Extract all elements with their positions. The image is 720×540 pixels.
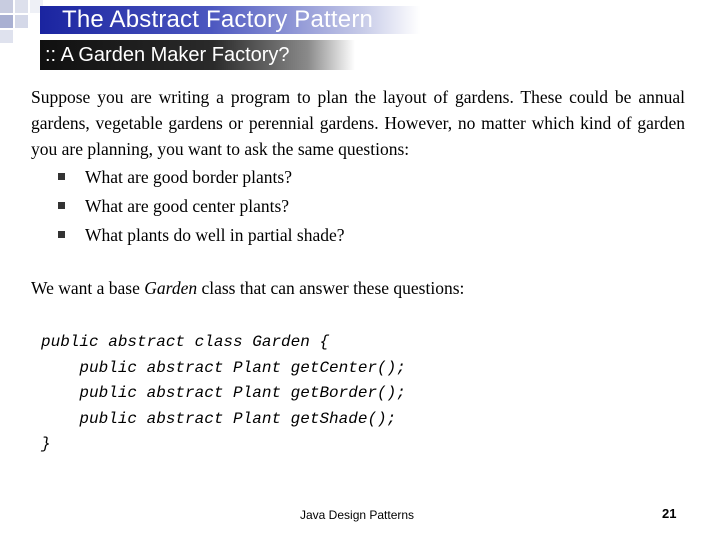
decor-square	[15, 15, 28, 28]
code-line: public abstract Plant getCenter();	[41, 358, 406, 377]
page-number: 21	[662, 506, 677, 521]
slide-title: The Abstract Factory Pattern	[62, 6, 374, 33]
list-item	[31, 191, 685, 220]
para2-after: class that can answer these questions:	[197, 278, 465, 298]
code-line: public abstract Plant getShade();	[41, 409, 397, 428]
bullet-list	[31, 162, 685, 249]
square-bullet-icon	[58, 231, 65, 238]
intro-paragraph-block	[31, 84, 685, 162]
list-item	[31, 220, 685, 249]
list-item	[31, 162, 685, 191]
garden-class-name: Garden	[144, 278, 198, 298]
code-block	[41, 330, 406, 458]
footer-text: Java Design Patterns	[300, 508, 415, 522]
square-bullet-icon	[58, 202, 65, 209]
second-paragraph	[31, 275, 464, 301]
bullet-text: What are good border plants?	[85, 166, 293, 187]
bullet-text: What plants do well in partial shade?	[85, 224, 345, 245]
para2-before: We want a base	[31, 278, 145, 298]
decor-square	[0, 30, 13, 43]
code-line: public abstract class Garden {	[41, 333, 330, 351]
square-bullet-icon	[58, 173, 65, 180]
code-line: }	[41, 435, 51, 453]
decor-square	[0, 15, 13, 28]
decor-square	[0, 0, 13, 13]
code-line: public abstract Plant getBorder();	[41, 384, 406, 402]
bullet-text: What are good center plants?	[85, 195, 290, 216]
intro-paragraph: Suppose you are writing a program to plan the layout of gardens. These could be annual gardens, vegetable gardens or perennial gardens. However, no matter which kind of garden you are planning, you want to ask the same questions:	[31, 87, 685, 159]
slide-subtitle: :: A Garden Maker Factory?	[45, 44, 290, 66]
decor-square	[15, 0, 28, 13]
